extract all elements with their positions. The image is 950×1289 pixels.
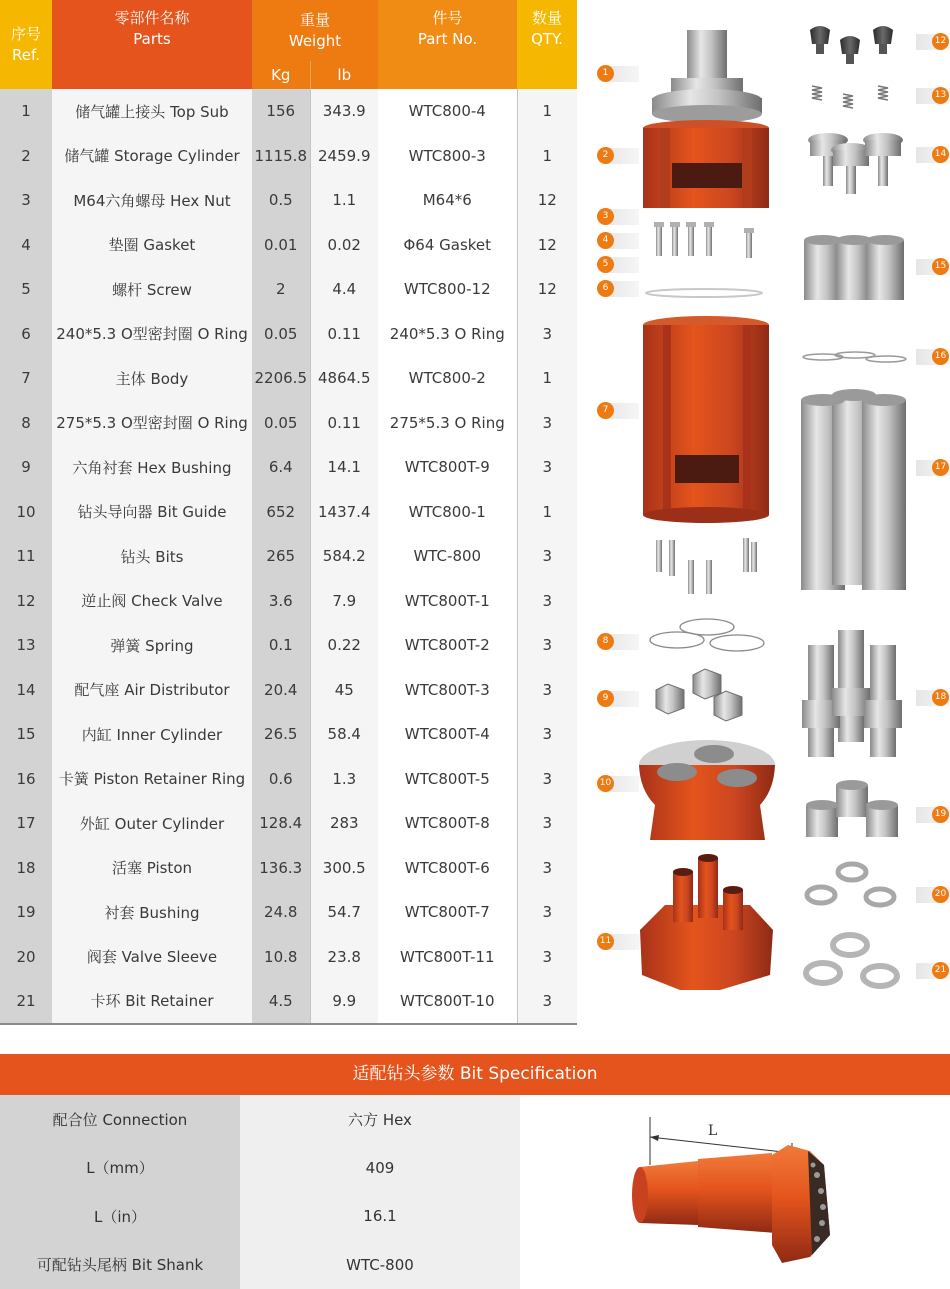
row-weight-lb: 343.9 [310,89,378,134]
table-row [0,712,577,757]
row-weight-kg: 0.5 [252,178,310,223]
row-weight-lb: 1.3 [310,757,378,802]
row-weight-lb: 300.5 [310,846,378,891]
row-qty: 3 [517,579,577,624]
callout-20: 20 [916,887,950,903]
table-row [0,579,577,624]
row-weight-kg: 0.01 [252,223,310,268]
row-ref: 16 [0,757,52,802]
spec-row [0,1144,520,1193]
row-part-no: WTC800T-3 [378,668,517,713]
row-part-name: 阀套 Valve Sleeve [52,935,252,980]
table-row [0,267,577,312]
row-qty: 12 [517,267,577,312]
spec-row [0,1192,520,1241]
part-bit-guide [639,740,775,840]
row-weight-lb: 0.22 [310,623,378,668]
row-weight-lb: 1.1 [310,178,378,223]
row-ref: 12 [0,579,52,624]
row-part-name: M64六角螺母 Hex Nut [52,178,252,223]
header-ref-zh: 序号 [10,24,41,43]
spec-value: 409 [240,1144,520,1193]
row-ref: 8 [0,401,52,446]
row-ref: 19 [0,890,52,935]
row-ref: 3 [0,178,52,223]
row-part-name: 衬套 Bushing [52,890,252,935]
row-part-no: WTC800T-6 [378,846,517,891]
row-part-name: 逆止阀 Check Valve [52,579,252,624]
row-qty: 3 [517,801,577,846]
row-weight-kg: 0.05 [252,312,310,357]
spec-title: 适配钻头参数 Bit Specification [0,1054,950,1095]
row-qty: 3 [517,890,577,935]
row-weight-kg: 2 [252,267,310,312]
row-weight-lb: 1437.4 [310,490,378,535]
bit-drawing-svg [520,1095,950,1289]
callout-15: 15 [916,259,950,275]
row-weight-lb: 2459.9 [310,134,378,179]
header-partno-zh: 件号 [432,9,463,27]
row-weight-kg: 652 [252,490,310,535]
row-part-no: Φ64 Gasket [378,223,517,268]
table-row [0,401,577,446]
row-weight-lb: 58.4 [310,712,378,757]
row-ref: 7 [0,356,52,401]
row-weight-lb: 23.8 [310,935,378,980]
row-weight-kg: 128.4 [252,801,310,846]
callout-17: 17 [916,460,950,476]
table-row [0,312,577,357]
row-qty: 1 [517,89,577,134]
table-row [0,356,577,401]
header-qty-en: QTY. [531,30,563,48]
row-qty: 3 [517,935,577,980]
spec-row [0,1241,520,1289]
part-outer-cylinders [801,389,906,590]
row-weight-lb: 283 [310,801,378,846]
callout-14: 14 [916,147,950,163]
row-part-no: M64*6 [378,178,517,223]
row-qty: 1 [517,356,577,401]
row-weight-kg: 136.3 [252,846,310,891]
table-row [0,134,577,179]
spec-value: WTC-800 [240,1241,520,1289]
row-qty: 1 [517,490,577,535]
row-qty: 12 [517,223,577,268]
table-row [0,668,577,713]
row-part-no: WTC800T-11 [378,935,517,980]
row-weight-lb: 4.4 [310,267,378,312]
table-row [0,490,577,535]
row-weight-kg: 0.1 [252,623,310,668]
row-qty: 3 [517,445,577,490]
header-parts-zh: 零部件名称 [114,9,190,27]
table-row [0,534,577,579]
row-part-no: WTC800T-8 [378,801,517,846]
row-part-no: WTC800T-7 [378,890,517,935]
part-springs [812,86,888,108]
row-part-no: WTC800-3 [378,134,517,179]
row-weight-lb: 7.9 [310,579,378,624]
row-qty: 3 [517,846,577,891]
part-bushings [806,780,898,837]
row-weight-kg: 0.6 [252,757,310,802]
row-part-name: 钻头导向器 Bit Guide [52,490,252,535]
spec-label: L（mm） [0,1144,240,1193]
row-weight-lb: 54.7 [310,890,378,935]
row-weight-lb: 14.1 [310,445,378,490]
row-part-name: 外缸 Outer Cylinder [52,801,252,846]
part-top-sub [652,30,762,123]
row-part-no: WTC800-1 [378,490,517,535]
header-weight [252,0,378,61]
header-partno-en: Part No. [417,30,478,48]
part-inner-cylinders [804,235,904,300]
row-part-name: 螺杆 Screw [52,267,252,312]
row-part-name: 240*5.3 O型密封圈 O Ring [52,312,252,357]
part-retainer-rings [803,352,906,362]
dimension-label: L [708,1123,718,1139]
spec-table [0,1095,520,1289]
spec-value: 六方 Hex [240,1095,520,1144]
row-qty: 3 [517,401,577,446]
row-part-name: 储气罐上接头 Top Sub [52,89,252,134]
row-ref: 10 [0,490,52,535]
part-o-rings-275 [650,619,764,651]
row-weight-kg: 265 [252,534,310,579]
header-parts [52,0,252,89]
row-ref: 6 [0,312,52,357]
row-weight-kg: 10.8 [252,935,310,980]
row-weight-lb: 0.11 [310,401,378,446]
row-qty: 3 [517,712,577,757]
parts-table-body [0,89,577,1024]
row-part-no: WTC-800 [378,534,517,579]
row-part-name: 配气座 Air Distributor [52,668,252,713]
header-lb: lb [310,61,378,89]
row-part-no: WTC800T-1 [378,579,517,624]
part-body [643,316,769,523]
table-row [0,757,577,802]
row-ref: 1 [0,89,52,134]
row-qty: 3 [517,534,577,579]
table-row [0,89,577,134]
row-weight-lb: 0.02 [310,223,378,268]
row-weight-kg: 1115.8 [252,134,310,179]
row-part-name: 储气罐 Storage Cylinder [52,134,252,179]
row-part-no: 240*5.3 O Ring [378,312,517,357]
row-part-no: WTC800-12 [378,267,517,312]
row-weight-kg: 3.6 [252,579,310,624]
callout-19: 19 [916,807,950,823]
row-part-name: 主体 Body [52,356,252,401]
part-bit-retainers [806,935,897,986]
row-ref: 2 [0,134,52,179]
callout-13: 13 [916,88,950,104]
part-storage-cylinder [643,120,769,208]
header-ref-en: Ref. [12,45,40,64]
row-weight-lb: 45 [310,668,378,713]
row-part-name: 卡环 Bit Retainer [52,979,252,1024]
row-weight-kg: 0.05 [252,401,310,446]
row-weight-kg: 24.8 [252,890,310,935]
row-weight-lb: 0.11 [310,312,378,357]
part-pistons [802,630,902,757]
row-weight-kg: 6.4 [252,445,310,490]
row-qty: 3 [517,979,577,1024]
table-row [0,846,577,891]
row-part-no: WTC800-2 [378,356,517,401]
row-ref: 4 [0,223,52,268]
row-part-no: WTC800T-4 [378,712,517,757]
exploded-view: 1 2 3 4 5 6 7 8 9 10 11 12 13 14 15 16 17 18 19 20 21 [580,0,950,1025]
row-part-no: WTC800T-2 [378,623,517,668]
row-part-name: 钻头 Bits [52,534,252,579]
row-qty: 1 [517,134,577,179]
row-qty: 12 [517,178,577,223]
row-part-no: WTC800-4 [378,89,517,134]
table-row [0,445,577,490]
part-air-distributors [808,133,903,194]
part-valve-sleeves [807,864,894,905]
part-bolts-upper [654,222,754,258]
row-part-no: WTC800T-5 [378,757,517,802]
row-ref: 15 [0,712,52,757]
row-weight-kg: 26.5 [252,712,310,757]
row-weight-kg: 156 [252,89,310,134]
callout-16: 16 [916,349,950,365]
table-row [0,223,577,268]
row-part-no: 275*5.3 O Ring [378,401,517,446]
table-row [0,623,577,668]
table-row [0,979,577,1024]
parts-table [0,0,577,1025]
header-qty-zh: 数量 [532,9,563,27]
table-row [0,801,577,846]
part-bolts-lower [656,538,757,594]
part-hex-bushings [656,669,742,721]
row-weight-lb: 584.2 [310,534,378,579]
header-ref [0,0,52,89]
callout-21: 21 [916,963,950,979]
row-part-name: 275*5.3 O型密封圈 O Ring [52,401,252,446]
part-check-valves [810,26,893,64]
row-part-name: 六角衬套 Hex Bushing [52,445,252,490]
row-ref: 20 [0,935,52,980]
row-weight-kg: 20.4 [252,668,310,713]
row-ref: 11 [0,534,52,579]
header-partno [378,0,517,89]
row-ref: 18 [0,846,52,891]
header-qty [517,0,577,89]
spec-label: L（in） [0,1192,240,1241]
part-bits [640,854,773,990]
row-qty: 3 [517,757,577,802]
table-row [0,890,577,935]
table-row [0,178,577,223]
row-ref: 17 [0,801,52,846]
row-part-no: WTC800T-9 [378,445,517,490]
header-parts-en: Parts [133,30,171,48]
row-part-name: 内缸 Inner Cylinder [52,712,252,757]
row-weight-kg: 4.5 [252,979,310,1024]
row-weight-kg: 2206.5 [252,356,310,401]
row-weight-lb: 4864.5 [310,356,378,401]
row-part-name: 活塞 Piston [52,846,252,891]
header-weight-en: Weight [288,31,342,50]
table-row [0,935,577,980]
row-qty: 3 [517,312,577,357]
row-part-name: 垫圈 Gasket [52,223,252,268]
header-kg: Kg [252,61,310,89]
spec-value: 16.1 [240,1192,520,1241]
row-part-no: WTC800T-10 [378,979,517,1024]
spec-row [0,1095,520,1144]
row-ref: 5 [0,267,52,312]
spec-label: 配合位 Connection [0,1095,240,1144]
row-part-name: 弹簧 Spring [52,623,252,668]
row-ref: 14 [0,668,52,713]
header-weight-zh: 重量 [300,10,331,29]
row-part-name: 卡簧 Piston Retainer Ring [52,757,252,802]
spec-label: 可配钻头尾柄 Bit Shank [0,1241,240,1289]
bit-drawing [520,1095,950,1289]
row-weight-lb: 9.9 [310,979,378,1024]
callout-18: 18 [916,690,950,706]
row-qty: 3 [517,623,577,668]
row-qty: 3 [517,668,577,713]
part-o-ring-240 [646,289,762,297]
row-ref: 13 [0,623,52,668]
row-ref: 21 [0,979,52,1024]
row-ref: 9 [0,445,52,490]
callout-12: 12 [916,34,950,50]
